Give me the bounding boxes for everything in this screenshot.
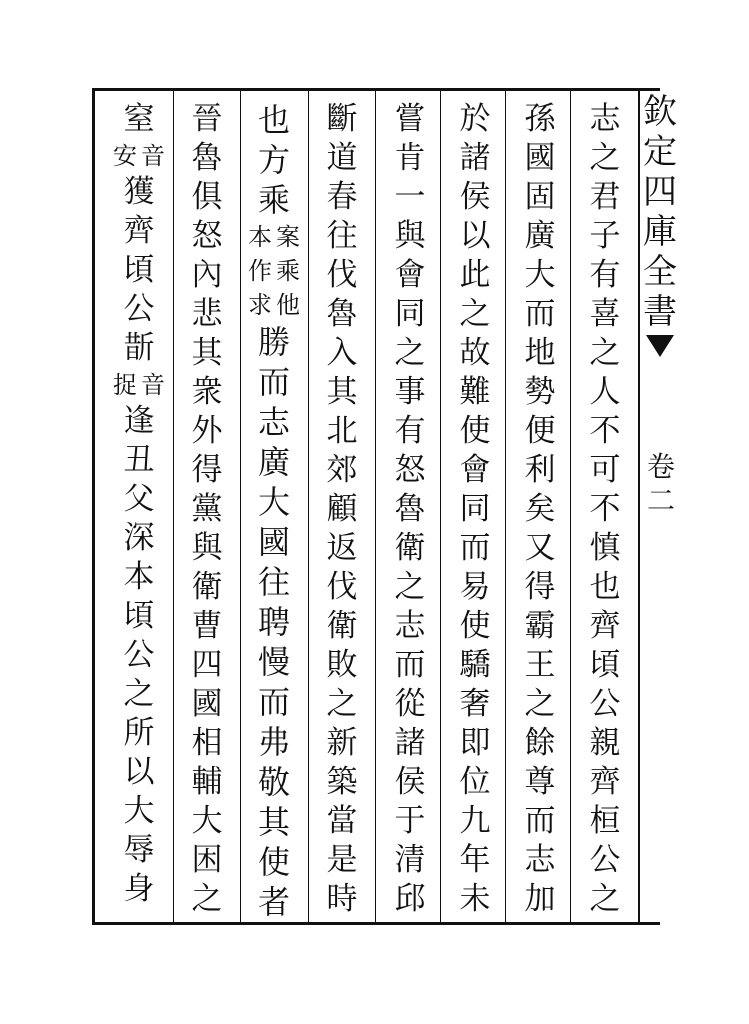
column-divider — [173, 90, 174, 922]
column-text: 孫國固廣大而地勢便利矣又得霸王之餘尊而志加 — [524, 101, 556, 917]
column-divider — [308, 90, 309, 922]
fish-tail-mark — [646, 335, 674, 357]
text-column-1 — [574, 100, 636, 920]
left-border — [92, 88, 95, 924]
note-left: 安 — [113, 142, 137, 170]
book-title: 欽定四庫全書 — [643, 92, 677, 332]
pronunciation-note — [112, 139, 166, 173]
bottom-border — [92, 922, 660, 925]
column-divider — [375, 90, 376, 922]
column-text: 斷道春往伐魯入其北郊顧返伐衛敗之新築當是時 — [326, 101, 358, 917]
text-column-2 — [509, 100, 571, 920]
note-left: 捉 — [113, 371, 137, 399]
column-text: 窒 — [123, 101, 155, 137]
column-text: 也方乘 — [257, 101, 290, 219]
top-border — [92, 88, 660, 91]
note-left: 本作求 — [248, 223, 272, 319]
text-column-3 — [444, 100, 506, 920]
column-divider — [240, 90, 241, 922]
column-text: 逢丑父深本頃公之所以大辱身 — [123, 403, 155, 907]
note-right: 音 — [141, 371, 165, 399]
text-column-6 — [243, 100, 305, 920]
column-text: 晉魯俱怒內悲其衆外得黨與衛曹四國相輔大困之 — [191, 101, 223, 917]
pronunciation-note — [112, 368, 166, 402]
column-text: 獲齊頃公斮 — [123, 174, 155, 366]
column-text: 勝而志廣大國往聘慢而弗敬其使者 — [257, 323, 290, 921]
column-text: 嘗肯一與會同之事有怒魯衛之志而從諸侯于清邱 — [394, 101, 426, 917]
column-text: 志之君子有喜之人不可不慎也齊頃公親齊桓公之 — [589, 101, 621, 917]
column-text: 於諸侯以此之故難使會同而易使驕奢即位九年未 — [459, 101, 491, 917]
text-column-7 — [176, 100, 238, 920]
interlinear-note — [247, 220, 301, 322]
note-right: 案乘他 — [276, 223, 300, 319]
text-column-4 — [379, 100, 441, 920]
juan-label: 卷二 — [646, 450, 675, 517]
margin-title — [640, 92, 680, 442]
text-column-5 — [311, 100, 373, 920]
text-column-8 — [108, 100, 170, 920]
note-right: 音 — [141, 142, 165, 170]
